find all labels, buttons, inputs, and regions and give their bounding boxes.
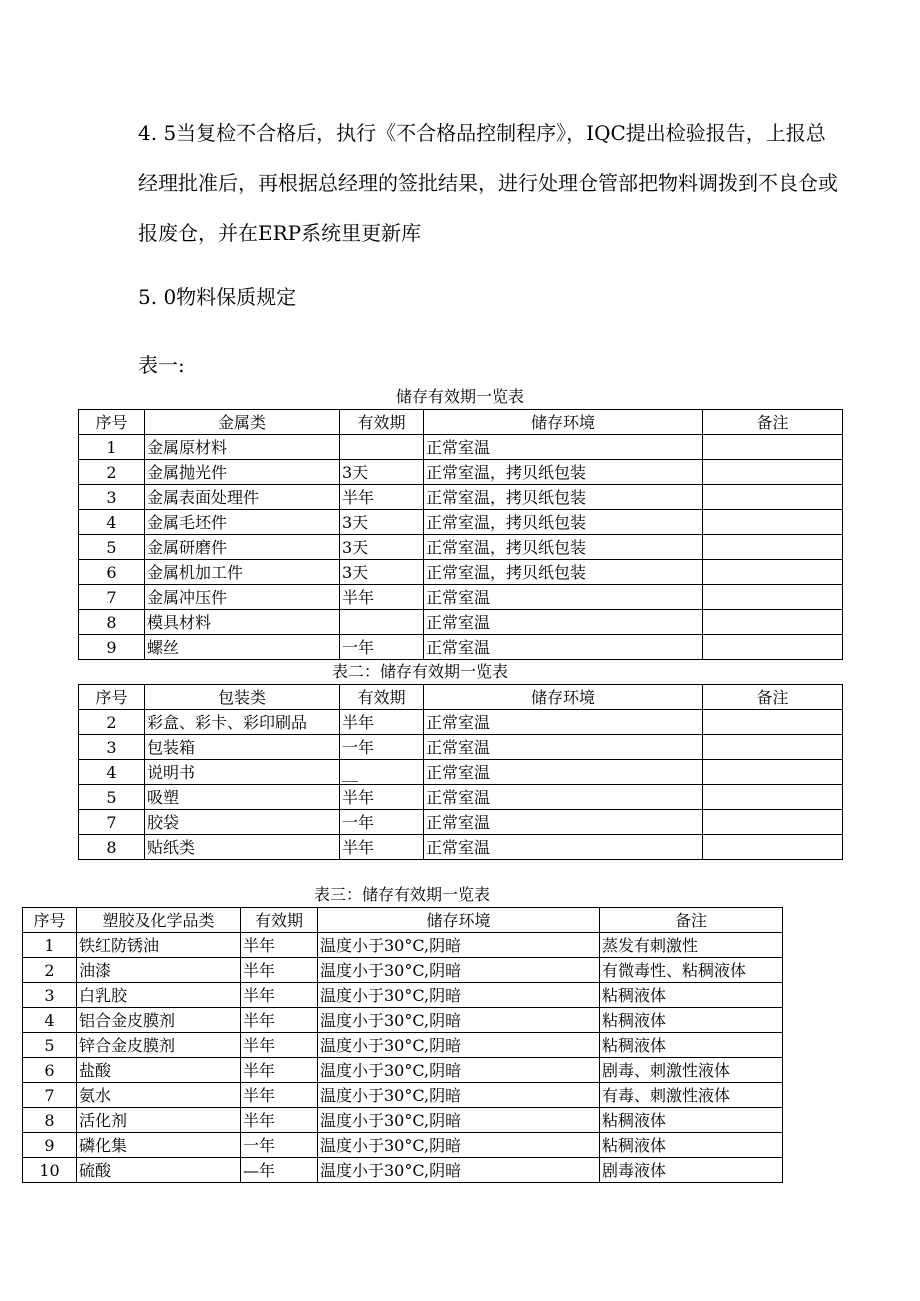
cell-serial: 4: [23, 1008, 77, 1033]
section-5-0-heading: 5. 0物料保质规定: [138, 285, 297, 309]
table-row: [23, 1108, 783, 1133]
cell-shelf-life: 半年: [241, 1008, 318, 1033]
table-row: [23, 1008, 783, 1033]
table-row: [79, 835, 843, 860]
header-remark: 备注: [600, 908, 783, 933]
cell-category: 吸塑: [145, 785, 340, 810]
cell-category: 油漆: [77, 958, 241, 983]
cell-remark: [703, 560, 843, 585]
cell-shelf-life: 一年: [241, 1133, 318, 1158]
cell-remark: 剧毒液体: [600, 1158, 783, 1183]
cell-serial: 10: [23, 1158, 77, 1183]
cell-storage-env: 温度小于30°C,阴暗: [318, 1083, 600, 1108]
table-row: [79, 760, 843, 785]
cell-remark: [703, 435, 843, 460]
cell-serial: 2: [79, 710, 145, 735]
cell-remark: [703, 710, 843, 735]
cell-category: 金属毛坯件: [145, 510, 340, 535]
header-serial: 序号: [79, 685, 145, 710]
cell-remark: [703, 785, 843, 810]
cell-category: 金属冲压件: [145, 585, 340, 610]
table-row: [23, 1033, 783, 1058]
cell-shelf-life: —年: [241, 1158, 318, 1183]
cell-shelf-life: 半年: [241, 1108, 318, 1133]
cell-shelf-life: 半年: [241, 1058, 318, 1083]
table-row: [23, 958, 783, 983]
cell-category: 包装箱: [145, 735, 340, 760]
header-shelf-life: 有效期: [340, 410, 424, 435]
cell-shelf-life: 半年: [340, 710, 424, 735]
cell-shelf-life: 3天: [340, 510, 424, 535]
cell-serial: 3: [79, 485, 145, 510]
cell-category: 活化剂: [77, 1108, 241, 1133]
table-row: [79, 460, 843, 485]
cell-remark: [703, 760, 843, 785]
cell-shelf-life: 3天: [340, 460, 424, 485]
cell-shelf-life: 半年: [340, 585, 424, 610]
cell-category: 金属原材料: [145, 435, 340, 460]
cell-category: 说明书: [145, 760, 340, 785]
cell-category: 铁红防锈油: [77, 933, 241, 958]
cell-remark: 蒸发有刺激性: [600, 933, 783, 958]
header-storage-env: 储存环境: [424, 685, 703, 710]
cell-storage-env: 正常室温，拷贝纸包装: [424, 560, 703, 585]
cell-category: 铝合金皮膜剂: [77, 1008, 241, 1033]
cell-storage-env: 正常室温，拷贝纸包装: [424, 485, 703, 510]
cell-remark: [703, 735, 843, 760]
cell-storage-env: 正常室温: [424, 635, 703, 660]
table-header-row: [79, 410, 843, 435]
table-row: [79, 710, 843, 735]
cell-serial: 8: [23, 1108, 77, 1133]
cell-serial: 2: [23, 958, 77, 983]
cell-shelf-life: 一年: [340, 635, 424, 660]
cell-shelf-life: 半年: [241, 1083, 318, 1108]
cell-serial: 4: [79, 760, 145, 785]
table-header-row: [23, 908, 783, 933]
table-row: [23, 1058, 783, 1083]
table-row: [79, 435, 843, 460]
cell-serial: 5: [79, 785, 145, 810]
cell-remark: 有毒、刺激性液体: [600, 1083, 783, 1108]
cell-serial: 9: [79, 635, 145, 660]
table-row: [79, 735, 843, 760]
cell-serial: 7: [23, 1083, 77, 1108]
chemical-storage-table: [22, 907, 783, 1183]
section-4-5-paragraph: 4. 5当复检不合格后，执行《不合格品控制程序》，IQC提出检验报告，上报总经理批准后，再根据总经理的签批结果，进行处理仓管部把物料调拨到不良仓或报废仓，并在ERP系统里更新库: [138, 121, 838, 245]
cell-storage-env: 正常室温: [424, 785, 703, 810]
header-serial: 序号: [23, 908, 77, 933]
cell-serial: 8: [79, 835, 145, 860]
cell-storage-env: 正常室温: [424, 735, 703, 760]
header-shelf-life: 有效期: [241, 908, 318, 933]
cell-shelf-life: 半年: [340, 485, 424, 510]
header-category: 金属类: [145, 410, 340, 435]
cell-category: 螺丝: [145, 635, 340, 660]
cell-storage-env: 正常室温，拷贝纸包装: [424, 510, 703, 535]
cell-storage-env: 温度小于30°C,阴暗: [318, 958, 600, 983]
cell-remark: 剧毒、刺激性液体: [600, 1058, 783, 1083]
cell-storage-env: 正常室温: [424, 710, 703, 735]
table-row: [79, 810, 843, 835]
cell-category: 贴纸类: [145, 835, 340, 860]
table1-caption: 储存有效期一览表: [395, 387, 524, 406]
table2-caption: 表二：储存有效期一览表: [331, 662, 508, 681]
header-serial: 序号: [79, 410, 145, 435]
header-category: 包装类: [145, 685, 340, 710]
cell-remark: [703, 535, 843, 560]
cell-serial: 5: [23, 1033, 77, 1058]
table-row: [79, 510, 843, 535]
header-remark: 备注: [703, 685, 843, 710]
cell-shelf-life: 一年: [340, 810, 424, 835]
cell-serial: 8: [79, 610, 145, 635]
cell-storage-env: 温度小于30°C,阴暗: [318, 1108, 600, 1133]
cell-category: 氨水: [77, 1083, 241, 1108]
header-storage-env: 储存环境: [424, 410, 703, 435]
cell-storage-env: 温度小于30°C,阴暗: [318, 1058, 600, 1083]
table-row: [79, 635, 843, 660]
cell-category: 白乳胶: [77, 983, 241, 1008]
cell-storage-env: 正常室温，拷贝纸包装: [424, 460, 703, 485]
cell-serial: 7: [79, 585, 145, 610]
cell-serial: 2: [79, 460, 145, 485]
cell-remark: [703, 485, 843, 510]
cell-storage-env: 正常室温，拷贝纸包装: [424, 535, 703, 560]
cell-shelf-life: 半年: [241, 1033, 318, 1058]
cell-shelf-life: 3天: [340, 560, 424, 585]
cell-storage-env: 正常室温: [424, 835, 703, 860]
cell-storage-env: 温度小于30°C,阴暗: [318, 1008, 600, 1033]
cell-category: 胶袋: [145, 810, 340, 835]
cell-storage-env: 正常室温: [424, 810, 703, 835]
cell-shelf-life: 3天: [340, 535, 424, 560]
table-row: [23, 1133, 783, 1158]
cell-serial: 1: [79, 435, 145, 460]
cell-category: 磷化集: [77, 1133, 241, 1158]
table3-caption: 表三：储存有效期一览表: [313, 885, 490, 904]
cell-remark: 粘稠液体: [600, 983, 783, 1008]
cell-storage-env: 正常室温: [424, 610, 703, 635]
cell-shelf-life: 半年: [340, 785, 424, 810]
table-row: [79, 585, 843, 610]
table-row: [23, 933, 783, 958]
table-row: [23, 983, 783, 1008]
cell-shelf-life: 半年: [340, 835, 424, 860]
metal-storage-table: [78, 409, 843, 660]
cell-category: 彩盒、彩卡、彩印刷品: [145, 710, 340, 735]
cell-storage-env: 正常室温: [424, 435, 703, 460]
cell-remark: [703, 460, 843, 485]
cell-serial: 6: [23, 1058, 77, 1083]
table-row: [79, 485, 843, 510]
cell-shelf-life: 半年: [241, 933, 318, 958]
cell-remark: 粘稠液体: [600, 1108, 783, 1133]
cell-serial: 3: [23, 983, 77, 1008]
cell-category: 金属抛光件: [145, 460, 340, 485]
table-row: [23, 1158, 783, 1183]
header-remark: 备注: [703, 410, 843, 435]
cell-serial: 1: [23, 933, 77, 958]
cell-serial: 9: [23, 1133, 77, 1158]
cell-category: 金属表面处理件: [145, 485, 340, 510]
cell-remark: [703, 585, 843, 610]
cell-shelf-life: 一年: [340, 735, 424, 760]
cell-category: 锌合金皮膜剂: [77, 1033, 241, 1058]
header-shelf-life: 有效期: [340, 685, 424, 710]
cell-remark: [703, 810, 843, 835]
cell-serial: 3: [79, 735, 145, 760]
table-one-label: 表一:: [138, 353, 185, 377]
cell-shelf-life: __: [340, 760, 424, 785]
cell-storage-env: 正常室温: [424, 760, 703, 785]
table-row: [79, 610, 843, 635]
cell-remark: [703, 610, 843, 635]
table-row: [23, 1083, 783, 1108]
header-category: 塑胶及化学品类: [77, 908, 241, 933]
cell-serial: 4: [79, 510, 145, 535]
header-storage-env: 储存环境: [318, 908, 600, 933]
packaging-storage-table: [78, 684, 843, 860]
cell-category: 金属机加工件: [145, 560, 340, 585]
cell-remark: 有微毒性、粘稠液体: [600, 958, 783, 983]
table-row: [79, 785, 843, 810]
cell-remark: [703, 510, 843, 535]
table-row: [79, 535, 843, 560]
cell-storage-env: 温度小于30°C,阴暗: [318, 983, 600, 1008]
cell-category: 金属研磨件: [145, 535, 340, 560]
cell-remark: [703, 635, 843, 660]
cell-shelf-life: [340, 610, 424, 635]
cell-remark: 粘稠液体: [600, 1008, 783, 1033]
cell-storage-env: 温度小于30°C,阴暗: [318, 1033, 600, 1058]
cell-remark: 粘稠液体: [600, 1133, 783, 1158]
table-row: [79, 560, 843, 585]
cell-shelf-life: [340, 435, 424, 460]
cell-remark: [703, 835, 843, 860]
cell-serial: 7: [79, 810, 145, 835]
cell-category: 硫酸: [77, 1158, 241, 1183]
cell-serial: 5: [79, 535, 145, 560]
cell-storage-env: 正常室温: [424, 585, 703, 610]
cell-shelf-life: 半年: [241, 983, 318, 1008]
cell-shelf-life: 半年: [241, 958, 318, 983]
cell-category: 盐酸: [77, 1058, 241, 1083]
cell-storage-env: 温度小于30°C,阴暗: [318, 1158, 600, 1183]
table-header-row: [79, 685, 843, 710]
cell-category: 模具材料: [145, 610, 340, 635]
cell-serial: 6: [79, 560, 145, 585]
cell-storage-env: 温度小于30°C,阴暗: [318, 933, 600, 958]
cell-storage-env: 温度小于30°C,阴暗: [318, 1133, 600, 1158]
cell-remark: 粘稠液体: [600, 1033, 783, 1058]
